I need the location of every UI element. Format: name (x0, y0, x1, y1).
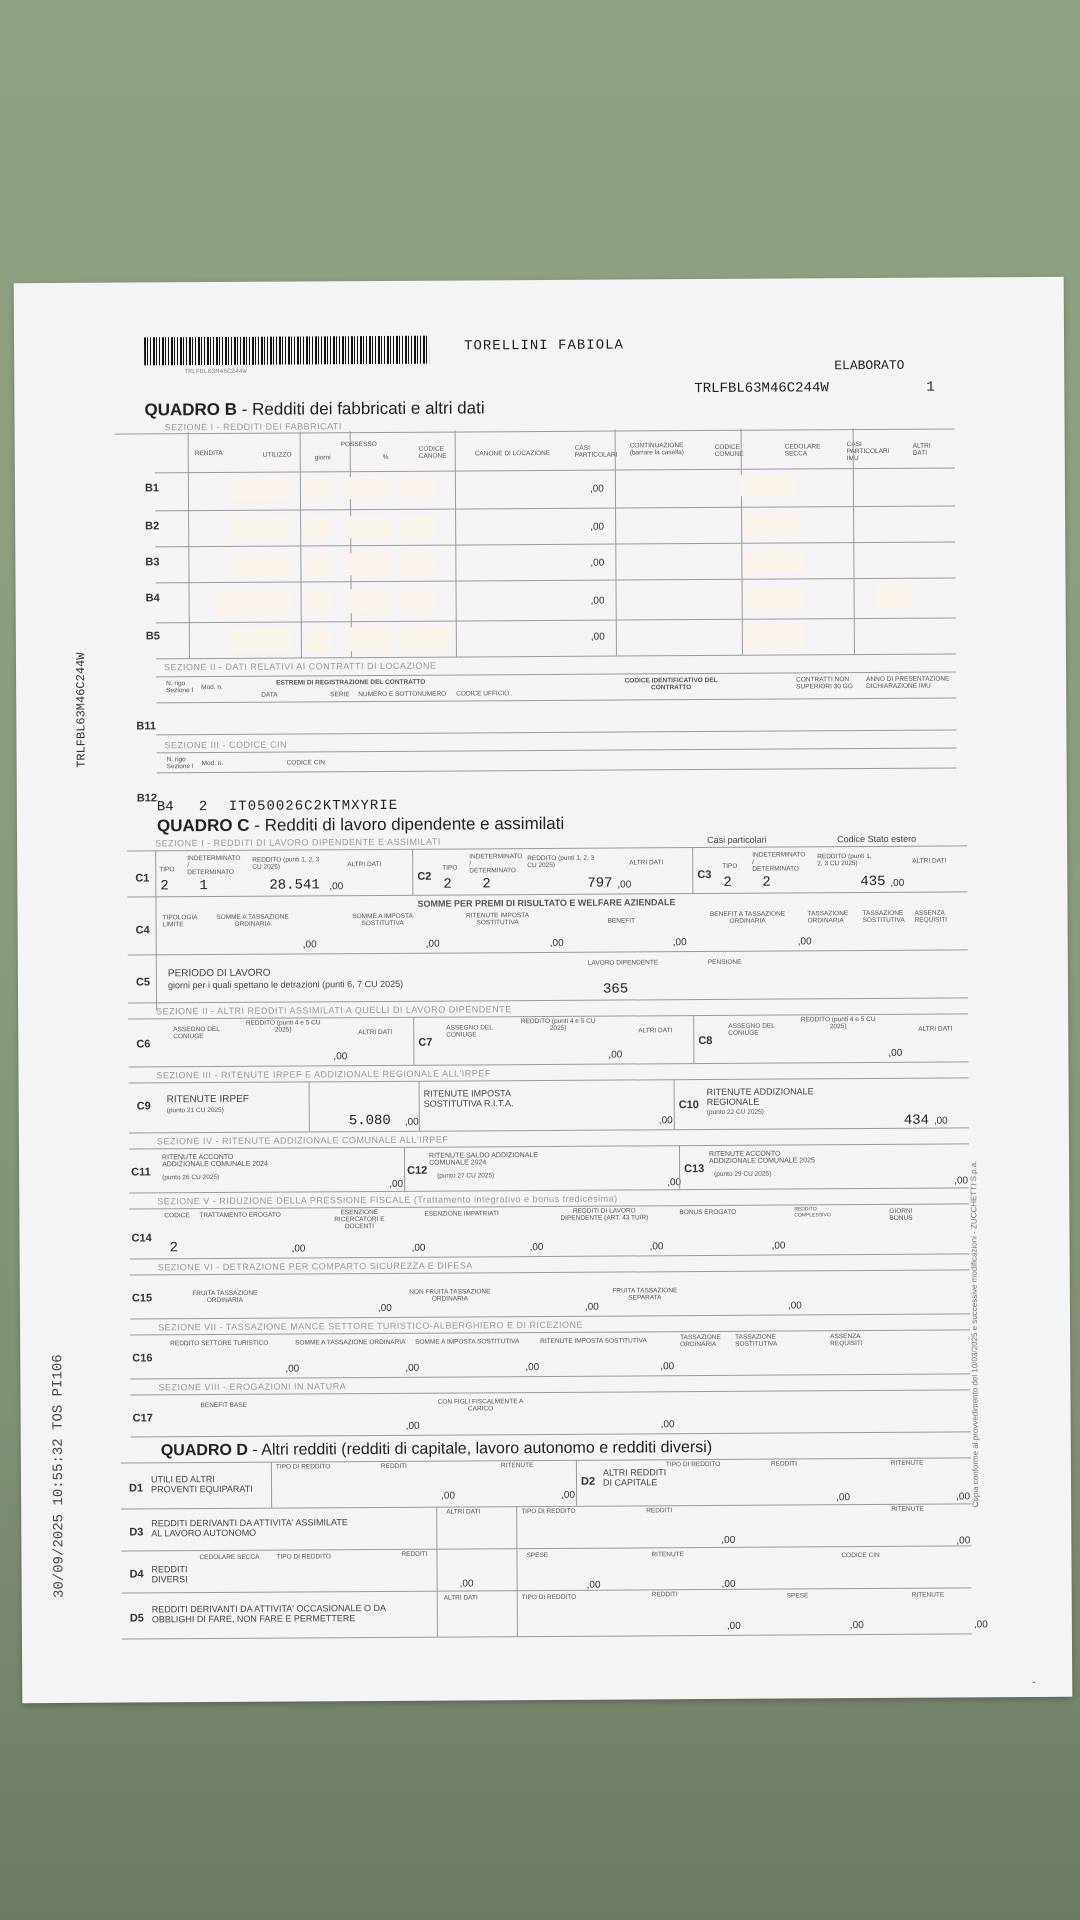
c4-zero2: ,00 (425, 938, 440, 950)
d1-label: UTILI ED ALTRI PROVENTI EQUIPARATI (150, 1474, 253, 1495)
c14-codice: 2 (169, 1240, 179, 1257)
quadro-b-section1: SEZIONE I - REDDITI DEI FABBRICATI (164, 421, 342, 433)
c16-col6: TASSAZIONE SOSTITUTIVA (735, 1333, 778, 1348)
c2-ind-label: INDETERMINATO / DETERMINATO (469, 853, 523, 875)
c14-col7: REDDITO COMPLESSIVO (794, 1206, 831, 1219)
c5-pensione-label: PENSIONE (707, 958, 742, 966)
tax-form-sheet: TRLFBL63M46C244W TORELLINI FABIOLA ELABORATO TRLFBL63M46C244W 1 TRLFBL63M46C244W 30/09/2025 10:55:32 TOS PI106 Copia conforme al provvedimento del 10/03/2025 e successive modificazioni - ZUCCHETTI S.p.a. QUADRO B - Redditi dei fabbricati e altri dati SEZIONE I - REDDITI DEI FABBRICATI RENDITA UTILIZZO POSSESSO giorni % CODICE CANONE CANONE DI LOCAZIONE CASI PARTICOLARI CONTINUAZIONE (barrare la casella) CODICE COMUNE CEDOLARE SECCA CASI PARTICOLARI IMU ALTRI DATI B1 B2 B3 B4 B5 ,00 ,00 ,00 ,00 ,00 SEZIONE II - DATI RELATIVI AI CONTRATTI DI LOCAZIONE N. rigo Sezione I Mod. n. ESTREMI DI REGISTRAZIONE DEL CONTRATTO DATA SERIE NUMERO E SOTTONUMERO CODICE UFFICIO CODICE IDENTIFICATIVO DEL CONTRATTO CONTRATTI NON SUPERIORI 30 GG ANNO DI PRESENTAZIONE DICHIARAZIONE IMU B11 SEZIONE III - CODICE CIN N. rigo Sezione I Mod. n. CODICE CIN B12 B4 2 IT050026C2KTMXYRIE QUADRO C - Redditi di lavoro dipendente e assimilati SEZIONE I - REDDITI DI LAVORO DIPENDENTE E ASSIMILATI Casi particolari Codice Stato estero C1 TIPO INDETERMINATO / DETERMINATO REDDITO (punti 1, 2, 3 CU 2025) ALTRI DATI 2 1 28.541 ,00 C2 TIPO INDETERMINATO / DETERMINATO REDDITO (punti 1, 2, 3 CU 2025) ALTRI DATI 2 2 797 ,00 C3 TIPO INDETERMINATO / DETERMINATO REDDITO (punti 1, 2, 3 CU 2025) ALTRI DATI 2 2 435 ,00 SOMME PER PREMI DI RISULTATO E WELFARE AZIENDALE C4 TIPOLOGIA LIMITE SOMME A TASSAZIONE ORDINARIA SOMME A IMPOSTA SOSTITUTIVA RITENUTE IMPOSTA SOSTITUTIVA BENEFIT BENEFIT A TASSAZIONE ORDINARIA TASSAZIONE ORDINARIA TASSAZIONE SOSTITUTIVA ASSENZA REQUISITI ,00 ,00 ,00 ,00 ,00 C5 PERIODO DI LAVORO giorni per i quali spettano le detrazioni (punti 6, 7 CU 2025) LAVORO DIPENDENTE PENSIONE 365 SEZIONE II - ALTRI REDDITI ASSIMILATI A QUELLI DI LAVORO DIPENDENTE C6 ASSEGNO DEL CONIUGE REDDITO (punti 4 e 5 CU 2025) ALTRI DATI ,00 C7 ASSEGNO DEL CONIUGE REDDITO (punti 4 e 5 CU 2025) ALTRI DATI ,00 C8 ASSEGNO DEL CONIUGE REDDITO (punti 4 e 5 CU 2025) ALTRI DATI ,00 SEZIONE III - RITENUTE IRPEF E ADDIZIONALE REGIONALE ALL'IRPEF C9 RITENUTE IRPEF (punto 21 CU 2025) 5.080 ,00 RITENUTE IMPOSTA SOSTITUTIVA R.I.T.A. ,00 C10 RITENUTE ADDIZIONALE REGIONALE (punto 22 CU 2025) 434 ,00 SEZIONE IV - RITENUTE ADDIZIONALE COMUNALE ALL'IRPEF C11 RITENUTE ACCONTO ADDIZIONALE COMUNALE 2024 (punto 26 CU 2025) ,00 C12 RITENUTE SALDO ADDIZIONALE COMUNALE 2024 (punto 27 CU 2025) ,00 C13 RITENUTE ACCONTO ADDIZIONALE COMUNALE 2025 (punto 29 CU 2025) ,00 SEZIONE V - RIDUZIONE DELLA PRESSIONE FISCALE (Trattamento integrativo e bonus tredicesima) C14 CODICE TRATTAMENTO EROGATO ESENZIONE RICERCATORI E DOCENTI ESENZIONE IMPATRIATI REDDITI DI LAVORO DIPENDENTE (ART. 43 TUIR) BONUS EROGATO REDDITO COMPLESSIVO GIORNI BONUS 2 ,00 ,00 ,00 ,00 ,00 SEZIONE VI - DETRAZIONE PER COMPARTO SICUREZZA E DIFESA C15 FRUITA TASSAZIONE ORDINARIA NON FRUITA TASSAZIONE ORDINARIA FRUITA TASSAZIONE SEPARATA ,00 ,00 ,00 SEZIONE VII - TASSAZIONE MANCE SETTORE TURISTICO-ALBERGHIERO E DI RICEZIONE C16 REDDITO SETTORE TURISTICO SOMME A TASSAZIONE ORDINARIA SOMME A IMPOSTA SOSTITUTIVA RITENUTE IMPOSTA SOSTITUTIVA TASSAZIONE ORDINARIA TASSAZIONE SOSTITUTIVA ASSENZA REQUISITI ,00 ,00 ,00 ,00 SEZIONE VIII - EROGAZIONI IN NATURA C17 BENEFIT BASE CON FIGLI FISCALMENTE A CARICO ,00 ,00 QUADRO D - Altri redditi (redditi di capitale, lavoro autonomo e redditi diversi) D1 UTILI ED ALTRI PROVENTI EQUIPARATI TIPO DI REDDITO REDDITI RITENUTE ,00 ,00 D2 ALTRI REDDITI DI CAPITALE TIPO DI REDDITO REDDITI RITENUTE ,00 ,00 D3 REDDITI DERIVANTI DA ATTIVITA' ASSIMILATE AL LAVORO AUTONOMO ALTRI DATI TIPO DI REDDITO REDDITI RITENUTE ,00 ,00 D4 REDDITI DIVERSI CEDOLARE SECCA TIPO DI REDDITO REDDITI SPESE RITENUTE CODICE CIN ,00 ,00 ,00 D5 REDDITI DERIVANTI DA ATTIVITA' OCCASIONALE O DA OBBLIGHI DI FARE, NON FARE E PERMETTERE ALTRI DATI TIPO DI REDDITO REDDITI SPESE RITENUTE ,00 ,00 ,00 - (14, 277, 1073, 1703)
c5-sub: giorni per i quali spettano le detrazioni (punti 6, 7 CU 2025) (167, 978, 404, 991)
c10-label: RITENUTE ADDIZIONALE REGIONALE (706, 1086, 814, 1108)
c12-label: RITENUTE SALDO ADDIZIONALE COMUNALE 2024 (428, 1152, 538, 1167)
c17-col1: BENEFIT BASE (200, 1401, 248, 1410)
b12-rigo: B4 (156, 799, 174, 816)
c7-assegno: ASSEGNO DEL CONIUGE (446, 1024, 493, 1039)
c16-zero2: ,00 (405, 1362, 420, 1374)
b1-canone: ,00 (589, 483, 604, 495)
d5-col4: SPESE (786, 1592, 809, 1600)
row-code-d5: D5 (129, 1612, 144, 1625)
row-code-c9: C9 (136, 1100, 151, 1113)
header-codice-comune: CODICE COMUNE (714, 443, 744, 458)
c11-sub: (punto 26 CU 2025) (162, 1173, 220, 1182)
c3-ind: 2 (762, 874, 771, 891)
c14-col6: BONUS EROGATO (679, 1208, 737, 1217)
barcode-text: TRLFBL63M46C244W (184, 367, 247, 376)
d1-col3: RITENUTE (500, 1462, 534, 1470)
d4-col2: TIPO DI REDDITO (276, 1553, 331, 1561)
quadro-c-section4: SEZIONE IV - RITENUTE ADDIZIONALE COMUNALE ALL'IRPEF (156, 1134, 449, 1147)
c6-assegno: ASSEGNO DEL CONIUGE (173, 1025, 220, 1041)
c16-col5: TASSAZIONE ORDINARIA (680, 1333, 721, 1349)
d5-zero3: ,00 (973, 1619, 988, 1631)
header-codice-canone: CODICE CANONE (418, 445, 447, 460)
header-possesso: POSSESSO (340, 441, 377, 449)
d2-col2: REDDITI (770, 1460, 797, 1468)
c1-ind: 1 (199, 878, 208, 895)
b5-canone: ,00 (590, 631, 605, 643)
quadro-b-section3: SEZIONE III - CODICE CIN (164, 739, 288, 751)
row-code-c10: C10 (678, 1099, 699, 1112)
c10-value: 434 (903, 1112, 930, 1129)
c4-col8: TASSAZIONE SOSTITUTIVA (862, 909, 905, 925)
c17-zero1: ,00 (405, 1420, 420, 1432)
quadro-b-section2: SEZIONE II - DATI RELATIVI AI CONTRATTI DI LOCAZIONE (163, 660, 437, 673)
c2-tipo: 2 (443, 876, 452, 893)
c7-reddito: REDDITO (punti 4 e 5 CU 2025) (520, 1017, 596, 1032)
c1-altri-label: ALTRI DATI (347, 860, 382, 869)
c12-zero: ,00 (667, 1177, 682, 1189)
c16-zero4: ,00 (660, 1361, 675, 1373)
s2-codice-id: CODICE IDENTIFICATIVO DEL CONTRATTO (624, 676, 718, 692)
row-code-c2: C2 (417, 870, 432, 883)
row-code-d4: D4 (129, 1568, 144, 1581)
quadro-c-section7: SEZIONE VII - TASSAZIONE MANCE SETTORE TURISTICO-ALBERGHIERO E DI RICEZIONE (158, 1319, 583, 1333)
codice-stato-estero: Codice Stato estero (837, 833, 917, 845)
c15-col1: FRUITA TASSAZIONE ORDINARIA (192, 1289, 258, 1305)
d5-col3: REDDITI (651, 1591, 678, 1599)
c9-value-dec: ,00 (404, 1116, 419, 1128)
row-code-c15: C15 (131, 1292, 153, 1305)
d4-zero3: ,00 (721, 1578, 736, 1590)
side-timestamp: 30/09/2025 10:55:32 TOS PI106 (50, 1354, 68, 1599)
c1-tipo: 2 (160, 878, 169, 895)
row-code-c17: C17 (132, 1412, 153, 1425)
header-continuazione: CONTINUAZIONE (barrare la casella) (629, 442, 684, 457)
b12-mod: 2 (198, 799, 208, 816)
page-number: 1 (926, 379, 935, 396)
c11-zero: ,00 (389, 1178, 404, 1190)
c4-col4: RITENUTE IMPOSTA SOSTITUTIVA (465, 912, 530, 927)
d5-col2: TIPO DI REDDITO (521, 1593, 577, 1602)
quadro-c-section8: SEZIONE VIII - EROGAZIONI IN NATURA (158, 1381, 347, 1393)
barcode-icon (144, 336, 429, 366)
c4-col6: BENEFIT A TASSAZIONE ORDINARIA (709, 910, 786, 925)
c5-label: PERIODO DI LAVORO (167, 967, 271, 980)
d5-zero1: ,00 (726, 1620, 741, 1632)
c14-zero2: ,00 (411, 1242, 426, 1254)
d1-col2: REDDITI (380, 1462, 407, 1470)
c13-sub: (punto 29 CU 2025) (714, 1170, 772, 1178)
c11-label: RITENUTE ACCONTO ADDIZIONALE COMUNALE 2024 (161, 1153, 268, 1169)
d3-zero2: ,00 (956, 1535, 971, 1547)
c14-zero3: ,00 (529, 1242, 544, 1254)
c6-altri: ALTRI DATI (358, 1028, 393, 1037)
c14-col3: ESENZIONE RICERCATORI E DOCENTI (334, 1209, 385, 1231)
header-utilizzo: UTILIZZO (262, 451, 292, 459)
s2-anno: ANNO DI PRESENTAZIONE DICHIARAZIONE IMU (866, 675, 950, 691)
c14-zero1: ,00 (291, 1243, 306, 1255)
row-code-c11: C11 (131, 1166, 151, 1179)
c5-ld-label: LAVORO DIPENDENTE (587, 959, 659, 967)
c4-title: SOMME PER PREMI DI RISULTATO E WELFARE AZIENDALE (417, 897, 676, 909)
row-code-b1: B1 (144, 482, 160, 495)
c14-zero4: ,00 (649, 1241, 664, 1253)
header-casi-imu: CASI PARTICOLARI IMU (846, 441, 890, 463)
c2-tipo-label: TIPO (442, 864, 458, 872)
row-code-c7: C7 (418, 1036, 433, 1049)
c14-col4: ESENZIONE IMPATRIATI (424, 1210, 499, 1218)
row-code-c5: C5 (135, 976, 151, 989)
quadro-c-section3: SEZIONE III - RITENUTE IRPEF E ADDIZIONALE REGIONALE ALL'IRPEF (156, 1068, 491, 1081)
quadro-c-section1: SEZIONE I - REDDITI DI LAVORO DIPENDENTE E ASSIMILATI (155, 836, 441, 849)
c9-sub: (punto 21 CU 2025) (166, 1106, 224, 1115)
c1-reddito-label: REDDITO (punti 1, 2, 3 CU 2025) (252, 856, 320, 871)
c4-col2: SOMME A TASSAZIONE ORDINARIA (216, 913, 289, 928)
d1-col1: TIPO DI REDDITO (275, 1463, 331, 1471)
d1-zero1: ,00 (441, 1490, 456, 1502)
c14-col2: TRATTAMENTO EROGATO (199, 1211, 281, 1220)
status-label: ELABORATO (834, 357, 905, 374)
c3-tipo: 2 (723, 874, 732, 891)
c2-reddito-label: REDDITO (punti 1, 2, 3 CU 2025) (527, 854, 595, 870)
c7-altri: ALTRI DATI (638, 1027, 673, 1035)
b3-canone: ,00 (590, 557, 605, 569)
c2-reddito-dec: ,00 (617, 879, 632, 891)
row-code-b3: B3 (145, 556, 160, 569)
d3-col2: TIPO DI REDDITO (521, 1507, 576, 1516)
c16-col3: SOMME A IMPOSTA SOSTITUTIVA (415, 1338, 520, 1346)
s2-data: DATA (261, 691, 278, 699)
c10-value-dec: ,00 (933, 1115, 948, 1127)
b12-cin: IT050026C2KTMXYRIE (228, 797, 399, 815)
quadro-d-title: QUADRO D - Altri redditi (redditi di capitale, lavoro autonomo e redditi diversi) (160, 1438, 713, 1460)
c1-tipo-label: TIPO (159, 866, 175, 874)
row-code-b11: B11 (136, 720, 156, 733)
d5-col1: ALTRI DATI (443, 1594, 478, 1602)
c10-sub: (punto 22 CU 2025) (706, 1108, 764, 1117)
d5-col5: RITENUTE (911, 1591, 945, 1599)
quadro-c-section6: SEZIONE VI - DETRAZIONE PER COMPARTO SICUREZZA E DIFESA (157, 1260, 473, 1273)
c1-ind-label: INDETERMINATO / DETERMINATO (187, 854, 241, 877)
c16-col4: RITENUTE IMPOSTA SOSTITUTIVA (540, 1337, 647, 1346)
row-code-c16: C16 (132, 1352, 153, 1365)
c15-zero1: ,00 (377, 1302, 392, 1315)
c4-zero3: ,00 (549, 937, 564, 949)
c8-zero: ,00 (888, 1047, 903, 1059)
d2-zero1: ,00 (836, 1492, 851, 1504)
row-code-c4: C4 (135, 924, 150, 937)
c15-zero3: ,00 (787, 1300, 802, 1312)
c4-col5: BENEFIT (607, 917, 636, 925)
side-legal-note: Copia conforme al provvedimento del 10/03/2025 e successive modificazioni - ZUCCHETTI S.p.a. (969, 1160, 981, 1508)
casi-particolari: Casi particolari (707, 834, 767, 845)
c5-days: 365 (602, 981, 629, 998)
c2-altri-label: ALTRI DATI (629, 859, 664, 867)
c4-col7: TASSAZIONE ORDINARIA (807, 910, 849, 925)
d2-label: ALTRI REDDITI DI CAPITALE (602, 1467, 667, 1488)
c6-reddito: REDDITO (punti 4 e 5 CU 2025) (245, 1019, 321, 1034)
row-code-b2: B2 (145, 520, 160, 533)
c9-rita-zero: ,00 (658, 1115, 673, 1127)
c4-col9: ASSENZA REQUISITI (914, 909, 948, 924)
d3-col4: RITENUTE (891, 1505, 924, 1513)
c3-ind-label: INDETERMINATO / DETERMINATO (752, 851, 806, 873)
c16-col1: REDDITO SETTORE TURISTICO (170, 1339, 269, 1348)
d4-label: REDDITI DIVERSI (151, 1564, 188, 1585)
c3-reddito: 435 (860, 873, 886, 891)
c9-value: 5.080 (348, 1112, 391, 1130)
c4-zero1: ,00 (302, 939, 317, 951)
b4-canone: ,00 (590, 595, 605, 607)
s2-ufficio: CODICE UFFICIO (456, 690, 510, 698)
c15-col2: NON FRUITA TASSAZIONE ORDINARIA (409, 1288, 491, 1303)
row-code-d1: D1 (129, 1482, 144, 1495)
row-code-c13: C13 (684, 1163, 705, 1176)
c16-col7: ASSENZA REQUISITI (830, 1333, 863, 1348)
cin-mod: Mod. n. (201, 759, 224, 768)
d4-col4: SPESE (526, 1551, 549, 1560)
c8-reddito: REDDITO (punti 4 e 5 CU 2025) (800, 1015, 876, 1031)
c14-col5: REDDITI DI LAVORO DIPENDENTE (ART. 43 TUIR) (560, 1207, 649, 1222)
quadro-c-section5: SEZIONE V - RIDUZIONE DELLA PRESSIONE FISCALE (Trattamento integrativo e bonus tredicesima) (157, 1193, 618, 1207)
row-code-b4: B4 (145, 592, 160, 605)
row-code-b12: B12 (136, 792, 158, 805)
s2-serie: SERIE (330, 691, 350, 699)
c4-col3: SOMME A IMPOSTA SOSTITUTIVA (352, 912, 413, 928)
d3-col3: REDDITI (646, 1507, 673, 1515)
cin-n-rigo: N. rigo Sezione I (166, 756, 194, 771)
c17-col2: CON FIGLI FISCALMENTE A CARICO (437, 1398, 524, 1413)
d4-col5: RITENUTE (651, 1551, 684, 1559)
c8-altri: ALTRI DATI (918, 1025, 953, 1033)
c3-reddito-label: REDDITO (punti 1, 2, 3 CU 2025) (817, 852, 872, 868)
c4-zero5: ,00 (797, 936, 812, 948)
c8-assegno: ASSEGNO DEL CONIUGE (728, 1022, 775, 1037)
c6-zero: ,00 (333, 1051, 348, 1063)
d2-zero2: ,00 (956, 1491, 971, 1503)
c1-reddito: 28.541 (269, 877, 320, 894)
row-code-c6: C6 (136, 1038, 151, 1051)
c3-altri-label: ALTRI DATI (912, 857, 947, 865)
d2-col3: RITENUTE (890, 1459, 924, 1467)
side-fiscal-code: TRLFBL63M46C244W (73, 652, 89, 768)
c16-col2: SOMME A TASSAZIONE ORDINARIA (295, 1338, 406, 1347)
header-cedolare-secca: CEDOLARE SECCA (784, 443, 821, 458)
quadro-b-title: QUADRO B - Redditi dei fabbricati e altri dati (144, 398, 485, 420)
row-code-c14: C14 (131, 1232, 152, 1245)
c4-zero4: ,00 (672, 937, 687, 949)
c13-label: RITENUTE ACCONTO ADDIZIONALE COMUNALE 2025 (708, 1150, 815, 1165)
c9-label: RITENUTE IRPEF (166, 1093, 249, 1106)
c9-rita: RITENUTE IMPOSTA SOSTITUTIVA R.I.T.A. (423, 1088, 514, 1109)
row-code-c1: C1 (135, 872, 150, 885)
c16-zero1: ,00 (285, 1363, 300, 1375)
d4-col6: CODICE CIN (841, 1551, 880, 1560)
header-casi-particolari: CASI PARTICOLARI (574, 444, 618, 459)
d4-col3: REDDITI (401, 1550, 428, 1558)
c1-reddito-dec: ,00 (329, 881, 344, 893)
d5-label: REDDITI DERIVANTI DA ATTIVITA' OCCASIONALE O DA OBBLIGHI DI FARE, NON FARE E PERMETTERE (151, 1602, 386, 1625)
row-code-c8: C8 (698, 1034, 713, 1048)
d1-zero2: ,00 (561, 1489, 576, 1501)
c14-col8: GIORNI BONUS (889, 1207, 913, 1222)
c15-col3: FRUITA TASSAZIONE SEPARATA (612, 1287, 678, 1302)
c2-ind: 2 (482, 876, 491, 893)
d4-col1: CEDOLARE SECCA (199, 1553, 260, 1562)
d2-col1: TIPO DI REDDITO (665, 1460, 721, 1469)
c14-zero5: ,00 (771, 1240, 786, 1252)
fiscal-code: TRLFBL63M46C244W (694, 380, 829, 398)
row-code-b5: B5 (145, 630, 160, 643)
header-percent: % (382, 453, 389, 461)
cin-header: CODICE CIN (286, 759, 325, 767)
c13-zero: ,00 (954, 1175, 969, 1187)
d3-col1: ALTRI DATI (446, 1508, 481, 1516)
d3-label: REDDITI DERIVANTI DA ATTIVITA' ASSIMILATE AL LAVORO AUTONOMO (151, 1517, 348, 1539)
header-rendita: RENDITA (194, 449, 223, 458)
s2-contratti: CONTRATTI NON SUPERIORI 30 GG (796, 676, 853, 691)
row-code-c3: C3 (697, 868, 712, 882)
c3-tipo-label: TIPO (722, 862, 738, 870)
row-code-c12: C12 (407, 1164, 428, 1177)
row-code-d3: D3 (129, 1526, 144, 1539)
d5-zero2: ,00 (849, 1620, 864, 1632)
c17-zero2: ,00 (660, 1419, 675, 1431)
quadro-c-section2: SEZIONE II - ALTRI REDDITI ASSIMILATI A QUELLI DI LAVORO DIPENDENTE (156, 1004, 512, 1017)
row-code-d2: D2 (580, 1475, 596, 1488)
s2-numero: NUMERO E SOTTONUMERO (358, 690, 447, 699)
s2-estremi: ESTREMI DI REGISTRAZIONE DEL CONTRATTO (276, 678, 426, 687)
c2-reddito: 797 (587, 875, 613, 892)
header-altri-dati: ALTRI DATI (912, 442, 931, 457)
header-canone-locazione: CANONE DI LOCAZIONE (474, 449, 551, 458)
d4-zero1: ,00 (459, 1578, 474, 1590)
d4-zero2: ,00 (586, 1579, 601, 1591)
taxpayer-name: TORELLINI FABIOLA (464, 337, 624, 355)
quadro-c-title: QUADRO C - Redditi di lavoro dipendente e assimilati (156, 813, 565, 836)
c3-reddito-dec: ,00 (890, 877, 905, 889)
s2-mod: Mod. n. (201, 683, 223, 692)
s2-n-rigo: N. rigo Sezione I (166, 680, 194, 695)
c16-zero3: ,00 (525, 1362, 540, 1374)
d3-zero1: ,00 (721, 1534, 736, 1546)
c15-zero2: ,00 (584, 1301, 599, 1313)
c4-col1: TIPOLOGIA LIMITE (162, 914, 198, 929)
c7-zero: ,00 (608, 1049, 623, 1061)
c12-sub: (punto 27 CU 2025) (437, 1172, 495, 1180)
b2-canone: ,00 (590, 521, 605, 533)
header-giorni: giorni (314, 454, 331, 462)
c14-col1: CODICE (164, 1212, 190, 1220)
